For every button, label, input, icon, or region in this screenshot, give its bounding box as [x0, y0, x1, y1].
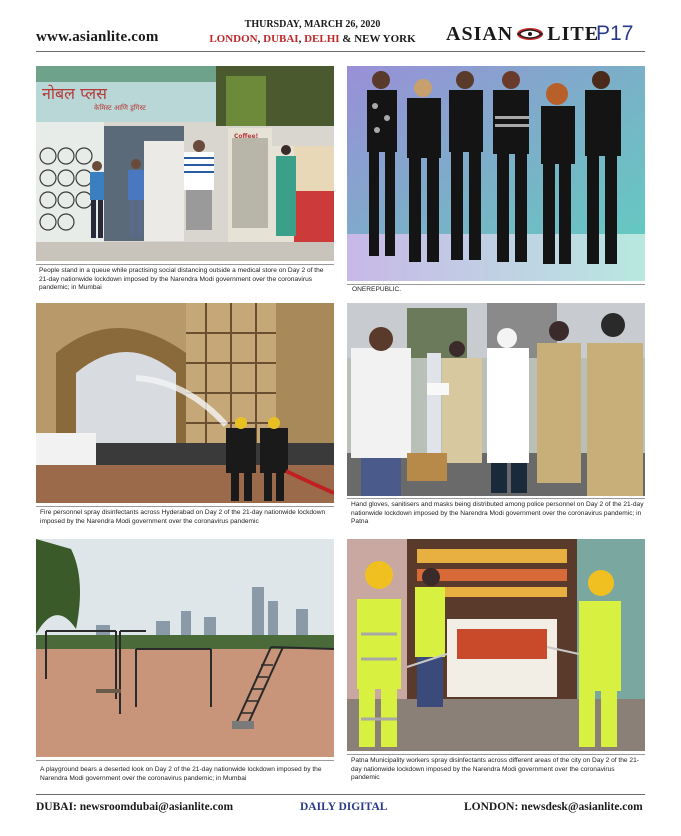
photo-caption: Hand gloves, sanitisers and masks being distributed among police personnel on Day 2 of the 21-day nationwide lockdown imposed by the Narendra Modi government over the coronavirus pandemic; in Patna — [351, 501, 644, 526]
photo-mumbai-queue[interactable] — [36, 66, 334, 261]
header-rule — [36, 51, 645, 52]
store-sub-sign: केमिस्ट आणि ड्रगिस्ट — [94, 104, 146, 112]
page-number: P17 — [596, 22, 634, 45]
brand-logo[interactable] — [446, 22, 599, 46]
dateline: THURSDAY, MARCH 26, 2020 — [244, 19, 381, 30]
photo-caption: Fire personnel spray disinfectants across Hyderabad on Day 2 of the 21-day nationwide lockdown imposed by the Narendra Modi government over the coronavirus pandemic — [40, 509, 326, 525]
photo-mumbai-playground[interactable] — [36, 539, 334, 757]
photo-caption: ONEREPUBLIC. — [352, 286, 402, 293]
city-london: LONDON — [209, 33, 258, 45]
brand-emblem-icon — [515, 25, 545, 43]
brand-word-asian: ASIAN — [446, 22, 514, 45]
city-dubai: DUBAI — [263, 33, 299, 45]
caption-rule — [347, 284, 645, 285]
caption-rule — [36, 506, 334, 507]
masthead — [0, 0, 681, 52]
brand-word-lite: LITE — [547, 22, 600, 45]
photo-caption: Patna Municipality workers spray disinfectants across different areas of the city on Day 2 of the 21-day nationwide lockdown imposed by the Narendra Modi government over the coronavirus pandemic — [351, 757, 639, 782]
caption-rule — [36, 264, 334, 265]
caption-rule — [347, 754, 645, 755]
photo-onerepublic[interactable] — [347, 66, 645, 281]
city-delhi: DELHI — [304, 33, 340, 45]
footer-daily-digital: DAILY DIGITAL — [300, 801, 388, 813]
fridge-brand-label: Coffee! — [234, 133, 259, 140]
edition-cities: LONDON, DUBAI, DELHI & NEW YORK — [209, 33, 416, 45]
footer-dubai-email[interactable]: DUBAI: newsroomdubai@asianlite.com — [36, 801, 234, 813]
photo-caption: People stand in a queue while practising social distancing outside a medical store on Day 2 of the 21-day nationwide lockdown imposed by the Narendra Modi government over the coronavirus pandemic; in Mumbai — [39, 267, 324, 292]
footer-rule — [36, 794, 645, 795]
city-new-york: NEW YORK — [354, 33, 416, 45]
photo-patna-workers[interactable] — [347, 539, 645, 751]
site-url[interactable]: www.asianlite.com — [36, 29, 159, 45]
photo-hyderabad-spray[interactable] — [36, 303, 334, 503]
photo-patna-police[interactable] — [347, 303, 645, 496]
caption-rule — [347, 498, 645, 499]
footer-london-email[interactable]: LONDON: newsdesk@asianlite.com — [464, 801, 643, 813]
photo-caption: A playground bears a deserted look on Day 2 of the 21-day nationwide lockdown imposed by the Narendra Modi government over the coronavirus pandemic; in Mumbai — [40, 766, 322, 782]
store-name-sign: नोबल प्लस — [42, 84, 107, 103]
caption-rule — [36, 760, 334, 761]
